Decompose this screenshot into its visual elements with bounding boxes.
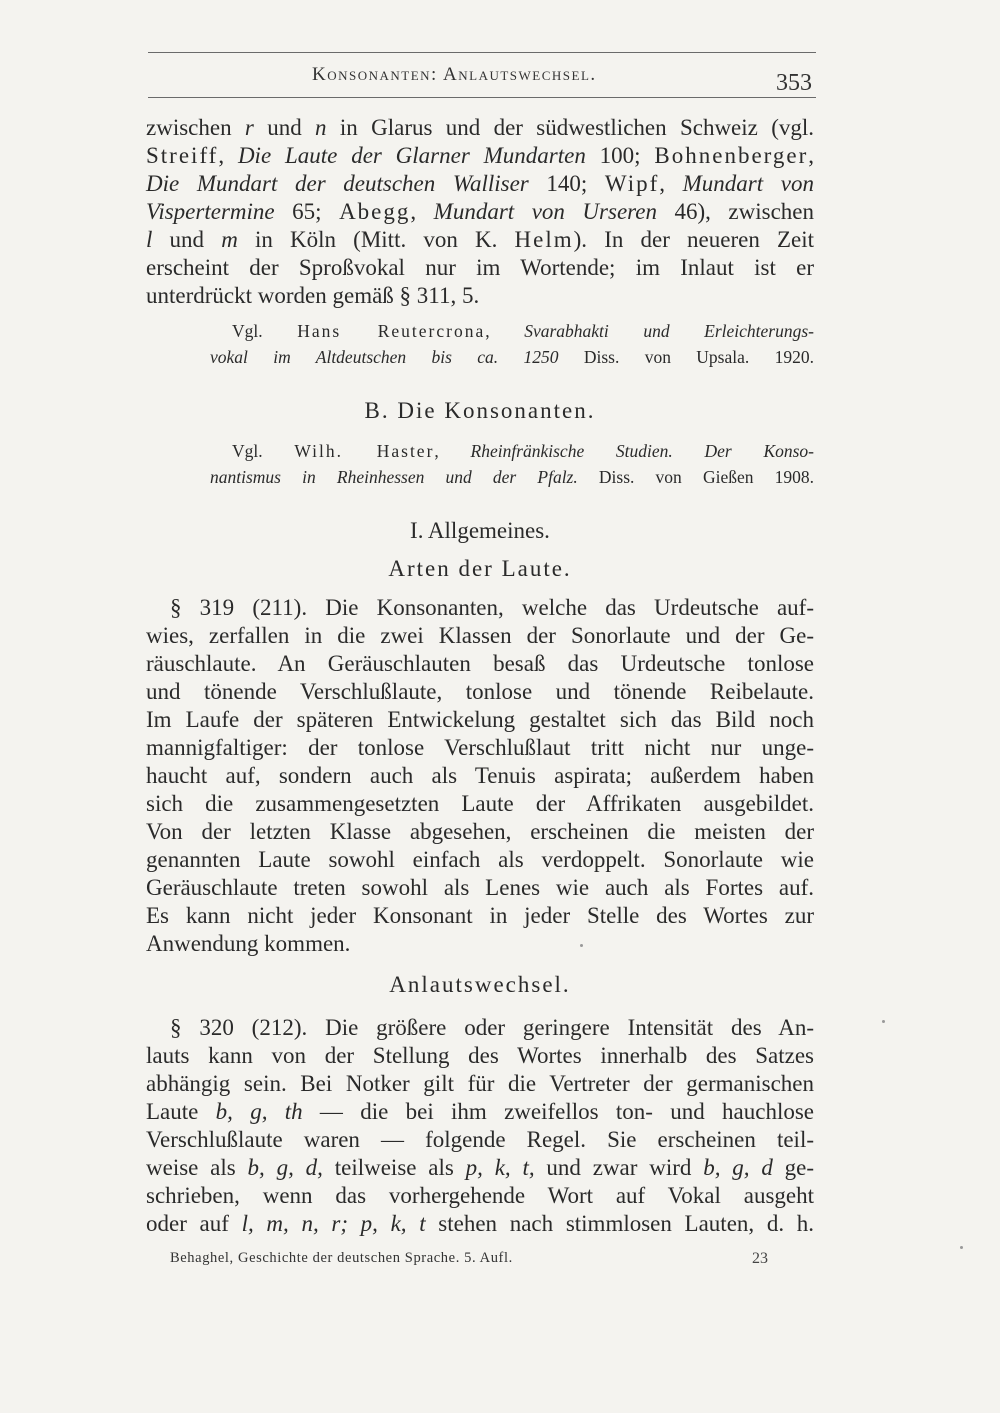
header-top-rule (148, 52, 816, 53)
page-number: 353 (776, 70, 812, 96)
italic-text: Die Mundart der deutschen Walliser (146, 171, 529, 196)
spaced-author-name: Abegg (339, 199, 411, 224)
italic-text: m (221, 227, 238, 252)
intro-line (146, 198, 814, 225)
text-segment: 100; (585, 143, 655, 168)
text-segment: Diss. von Upsala. 1920. (558, 347, 814, 367)
paragraph-320-line (170, 1014, 814, 1041)
text-segment: , (808, 143, 815, 168)
text-segment: haucht auf, sondern auch als Tenuis aspirata; außerdem haben (146, 763, 814, 788)
spaced-author-name: Bohnenberger (654, 143, 809, 168)
intro-line (146, 170, 814, 197)
paragraph-320-line (146, 1042, 814, 1069)
text-segment: lauts kann von der Stellung des Wortes innerhalb des Satzes (146, 1043, 814, 1068)
subheading: Anlautswechsel. (389, 972, 571, 997)
text-segment: oder auf (146, 1211, 242, 1236)
intro-line (146, 142, 814, 169)
text-segment: zwischen (146, 115, 245, 140)
text-segment: , (434, 441, 471, 461)
paragraph-320-line (146, 1070, 814, 1097)
text-segment: und zwar wird (534, 1155, 704, 1180)
reference-line (232, 440, 814, 462)
paper-speck (882, 1020, 885, 1023)
text-segment: Anwendung kommen. (146, 931, 351, 956)
text-segment: Vgl. (232, 321, 298, 341)
paper-speck (960, 1246, 963, 1249)
intro-line (146, 114, 814, 141)
text-segment: Laute (146, 1099, 216, 1124)
intro-line (146, 282, 814, 309)
paragraph-320-line (146, 1098, 814, 1125)
italic-text: Vispertermine (146, 199, 275, 224)
text-segment: Verschlußlaute waren — folgende Regel. Sie erscheinen teil- (146, 1127, 814, 1152)
spaced-author-name: Streiff (146, 143, 219, 168)
text-segment: teilweise als (322, 1155, 466, 1180)
paragraph-320-line (146, 1182, 814, 1209)
italic-text: l, m, n, r; (241, 1211, 348, 1236)
paragraph-319-line (146, 706, 814, 733)
subheading: Arten der Laute. (388, 556, 572, 581)
reference-line (210, 346, 814, 368)
text-segment: und tönende Verschlußlaute, tonlose und tönende Reibelaute. (146, 679, 814, 704)
reference-line (232, 320, 814, 342)
italic-text: p, k, t (360, 1211, 426, 1236)
spaced-author-name: Helm (514, 227, 574, 252)
paragraph-319-line (146, 818, 814, 845)
italic-text: b, g, th (215, 1099, 303, 1124)
text-segment: schrieben, wenn das vorhergehende Wort auf Vokal ausgeht (146, 1183, 814, 1208)
text-segment: in Glarus und der südwestlichen Schweiz (vgl. (326, 115, 814, 140)
text-segment: Von der letzten Klasse abgesehen, erscheinen die meisten der (146, 819, 814, 844)
italic-text: vokal im Altdeutschen bis ca. 1250 (210, 347, 559, 367)
text-segment (348, 1211, 361, 1236)
paragraph-319-line (146, 902, 814, 929)
text-segment: — die bei ihm zweifellos ton- und hauchlose (302, 1099, 815, 1124)
reference-line (210, 466, 814, 488)
paragraph-319-line (146, 678, 814, 705)
italic-text: Svarabhakti und Erleichterungs- (524, 321, 815, 341)
paragraph-319-line (146, 790, 814, 817)
paragraph-319-line (146, 734, 814, 761)
italic-text: n (315, 115, 327, 140)
text-segment: Geräuschlaute treten sowohl als Lenes wie auch als Fortes auf. (146, 875, 814, 900)
text-segment: 140; (528, 171, 605, 196)
paragraph-319-line (146, 846, 814, 873)
text-segment: wies, zerfallen in die zwei Klassen der Sonorlaute und der Ge- (146, 623, 814, 648)
text-segment: Im Laufe der späteren Entwickelung gestaltet sich das Bild noch (146, 707, 814, 732)
text-segment: genannten Laute sowohl einfach als verdoppelt. Sonorlaute wie (146, 847, 814, 872)
subsection-heading: I. Allgemeines. (410, 518, 550, 543)
paragraph-320-line (146, 1210, 814, 1237)
italic-text: Mundart von Urseren (433, 199, 657, 224)
text-segment: , (218, 143, 238, 168)
text-segment: unterdrückt worden gemäß § 311, 5. (146, 283, 480, 308)
text-segment: erscheint der Sproßvokal nur im Wortende; im Inlaut ist er (146, 255, 814, 280)
italic-text: b, g, d (703, 1155, 773, 1180)
paragraph-319-line (146, 930, 814, 957)
italic-text: r (244, 115, 254, 140)
text-segment: stehen nach stimmlosen Lauten, d. h. (425, 1211, 815, 1236)
text-segment: mannigfaltiger: der tonlose Verschlußlaut tritt nicht nur unge- (146, 735, 814, 760)
running-header: Konsonanten: Anlautswechsel. (312, 64, 597, 85)
text-segment: und (253, 115, 316, 140)
text-segment: ge- (772, 1155, 815, 1180)
paragraph-319-line (146, 762, 814, 789)
italic-text: l (146, 227, 153, 252)
text-segment: 46), zwischen (656, 199, 815, 224)
text-segment: , (659, 171, 683, 196)
text-segment: räuschlaute. An Geräuschlauten besaß das Urdeutsche tonlose (146, 651, 814, 676)
text-segment: , (410, 199, 434, 224)
intro-line (146, 226, 814, 253)
text-segment: in Köln (Mitt. von K. (237, 227, 515, 252)
text-segment: § 320 (212). Die größere oder geringere Intensität des An- (170, 1015, 814, 1040)
paragraph-319-line (146, 874, 814, 901)
italic-text: b, g, d, (247, 1155, 323, 1180)
text-segment: Vgl. (232, 441, 295, 461)
text-segment: sich die zusammengesetzten Laute der Affrikaten ausgebildet. (146, 791, 814, 816)
text-segment: Diss. von Gießen 1908. (577, 467, 815, 487)
paragraph-320-line (146, 1126, 814, 1153)
text-segment: ). In der neueren Zeit (573, 227, 815, 252)
paragraph-319-line (170, 594, 814, 621)
paragraph-319-line (146, 622, 814, 649)
text-segment: 65; (274, 199, 340, 224)
section-heading: B. Die Konsonanten. (364, 398, 596, 423)
header-bottom-rule (148, 97, 816, 98)
text-segment: Es kann nicht jeder Konsonant in jeder Stelle des Wortes zur (146, 903, 814, 928)
text-segment: § 319 (211). Die Konsonanten, welche das Urdeutsche auf- (170, 595, 814, 620)
italic-text: Die Laute der Glarner Mundarten (237, 143, 586, 168)
paper-speck (580, 944, 583, 947)
spaced-author-name: Wipf (604, 171, 660, 196)
spaced-author-name: Wilh. Haster (294, 441, 435, 461)
text-segment: und (152, 227, 222, 252)
spaced-author-name: Hans Reutercrona (297, 321, 486, 341)
text-segment: weise als (146, 1155, 248, 1180)
italic-text: p, k, t, (465, 1155, 535, 1180)
text-segment: , (485, 321, 525, 341)
italic-text: Rheinfränkische Studien. Der Konso- (470, 441, 815, 461)
footer-book-title: Behaghel, Geschichte der deutschen Sprache. 5. Aufl. (170, 1250, 513, 1266)
paragraph-319-line (146, 650, 814, 677)
paragraph-320-line (146, 1154, 814, 1181)
intro-line (146, 254, 814, 281)
italic-text: Mundart von (682, 171, 814, 196)
italic-text: nantismus in Rheinhessen und der Pfalz. (210, 467, 578, 487)
signature-mark: 23 (752, 1250, 768, 1267)
text-segment: abhängig sein. Bei Notker gilt für die Vertreter der germanischen (146, 1071, 814, 1096)
